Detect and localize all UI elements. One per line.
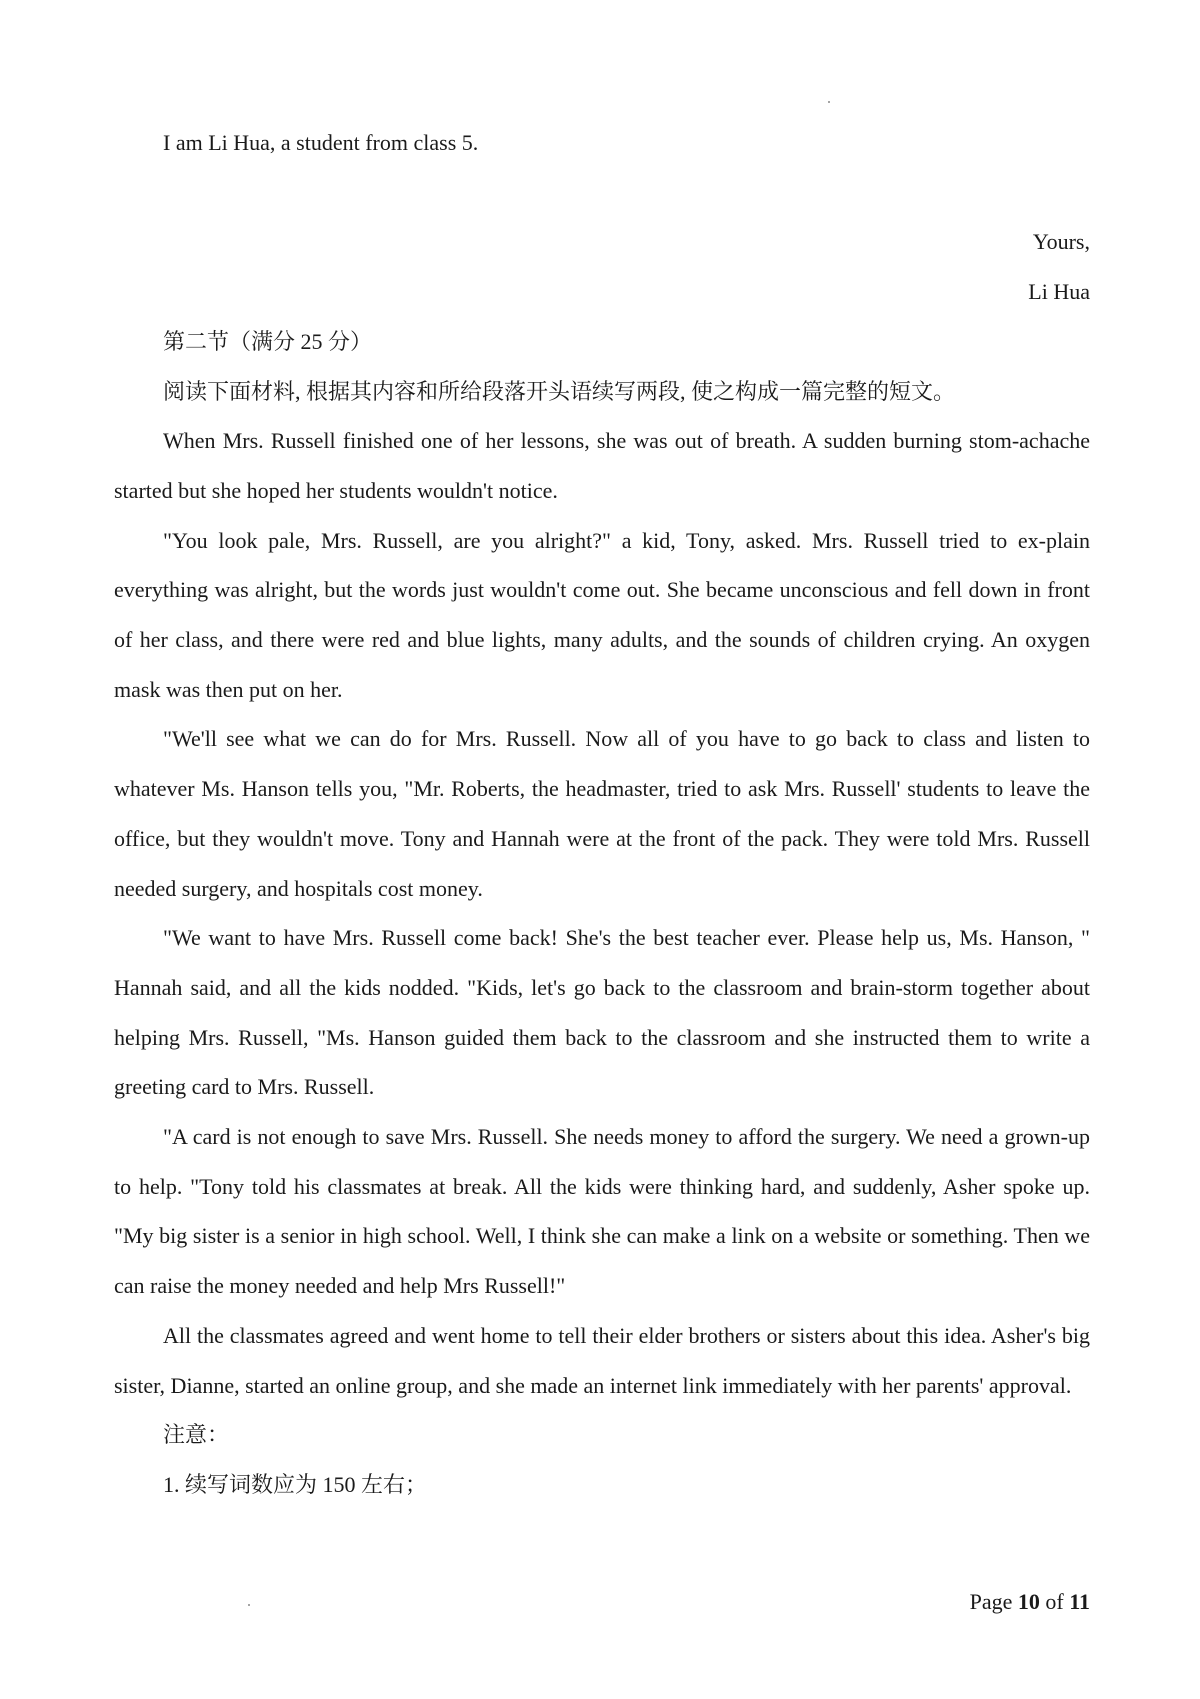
scan-speck xyxy=(248,1604,250,1606)
scan-speck xyxy=(828,101,830,103)
total-pages: 11 xyxy=(1069,1589,1090,1614)
letter-closing: Yours, xyxy=(1032,229,1090,255)
page-label: Page xyxy=(969,1589,1018,1614)
story-paragraph: "We want to have Mrs. Russell come back! She's the best teacher ever. Please help us, Ms. Hanson, " Hannah said, and all the kids nodded. "Kids, let's go back to the classroom and brain-storm together about helping Mrs. Russell, "Ms. Hanson guided them back to the classroom and she instructed them to write a greeting card to Mrs. Russell. xyxy=(114,925,1090,1100)
story-paragraph: All the classmates agreed and went home to tell their elder brothers or sisters about this idea. Asher's big sister, Dianne, started an online group, and she made an internet link immediately with her parents' approval. xyxy=(114,1322,1090,1398)
story-paragraph: "We'll see what we can do for Mrs. Russell. Now all of you have to go back to class and listen to whatever Ms. Hanson tells you, "Mr. Roberts, the headmaster, tried to ask Mrs. Russell' students to leave the office, but they wouldn't move. Tony and Hannah were at the front of the pack. They were told Mrs. Russell needed surgery, and hospitals cost money. xyxy=(114,726,1090,901)
page-content xyxy=(114,118,1090,1510)
page-number xyxy=(970,1582,1090,1622)
story-paragraph: "A card is not enough to save Mrs. Russell. She needs money to afford the surgery. We need a grown-up to help. "Tony told his classmates at break. All the kids were thinking hard, and suddenly, Asher spoke up. "My big sister is a senior in high school. Well, I think she can make a link on a website or something. Then we can raise the money needed and help Mrs Russell!" xyxy=(114,1124,1090,1299)
page-of-label: of xyxy=(1039,1589,1070,1614)
notes-item: 1. 续写词数应为 150 左右； xyxy=(163,1471,428,1497)
current-page: 10 xyxy=(1017,1589,1040,1614)
notes-heading: 注意： xyxy=(163,1422,230,1448)
section-title: 第二节（满分 25 分） xyxy=(163,328,373,354)
letter-line: I am Li Hua, a student from class 5. xyxy=(163,130,479,155)
story-paragraph: "You look pale, Mrs. Russell, are you alright?" a kid, Tony, asked. Mrs. Russell tried to ex-plain everything was alright, but the words just wouldn't come out. She became unconscious and fell down in front of her class, and there were red and blue lights, many adults, and the sounds of children crying. An oxygen mask was then put on her. xyxy=(114,527,1090,702)
story-paragraph: When Mrs. Russell finished one of her lessons, she was out of breath. A sudden burning stom-achache started but she hoped her students wouldn't notice. xyxy=(114,428,1090,503)
blank-line xyxy=(114,168,1090,218)
section-instruction: 阅读下面材料, 根据其内容和所给段落开头语续写两段, 使之构成一篇完整的短文。 xyxy=(163,378,956,404)
letter-signature: Li Hua xyxy=(1028,279,1090,305)
